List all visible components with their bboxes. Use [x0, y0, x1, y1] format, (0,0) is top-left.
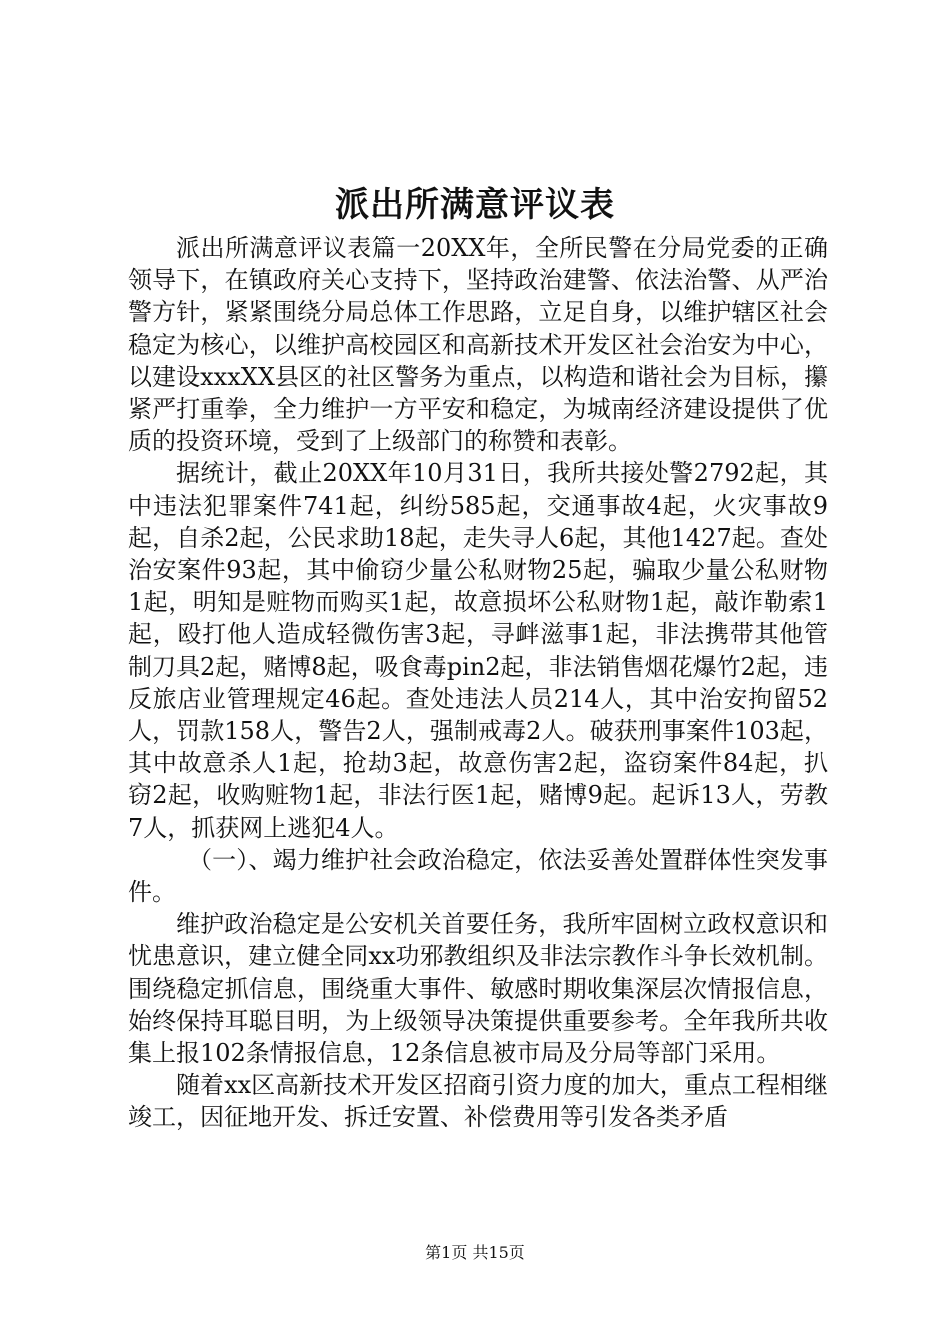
document-title: 派出所满意评议表 — [335, 185, 615, 225]
paragraph-intro: 派出所满意评议表篇一20XX年，全所民警在分局党委的正确领导下，在镇政府关心支持下，坚持政治建警、依法治警、从严治警方针，紧紧围绕分局总体工作思路，立足自身，以维护辖区社会稳定为核心，以维护高校园区和高新技术开发区社会治安为中心，以建设xxxXX县区的社区警务为重点，以构造和谐社会为目标，攥紧严打重拳，全力维护一方平安和稳定，为城南经济建设提供了优质的投资环境，受到了上级部门的称赞和表彰。 — [128, 234, 828, 456]
section-heading: （一）、竭力维护社会政治稳定，依法妥善处置群体性突发事件。 — [128, 845, 828, 907]
page-footer: 第1页 共15页 — [425, 1243, 525, 1262]
paragraph-development-zone: 随着xx区高新技术开发区招商引资力度的加大，重点工程相继竣工，因征地开发、拆迁安置、补偿费用等引发各类矛盾 — [128, 1071, 828, 1132]
document-body — [128, 232, 828, 1134]
paragraph-statistics: 据统计，截止20XX年10月31日，我所共接处警2792起，其中违法犯罪案件741起，纠纷585起，交通事故4起，火灾事故9起，自杀2起，公民求助18起，走失寻人6起，其他1427起。查处治安案件93起，其中偷窃少量公私财物25起，骗取少量公私财物1起，明知是赃物而购买1起，故意损坏公私财物1起，敲诈勒索1起，殴打他人造成轻微伤害3起，寻衅滋事1起，非法携带其他管制刀具2起，赌博8起，吸食毒pin2起，非法销售烟花爆竹2起，违反旅店业管理规定46起。查处违法人员214人，其中治安拘留52人，罚款158人，警告2人，强制戒毒2人。破获刑事案件103起，其中故意杀人1起，抢劫3起，故意伤害2起，盗窃案件84起，扒窃2起，收购赃物1起，非法行医1起，赌博9起。起诉13人，劳教7人，抓获网上逃犯4人。 — [128, 459, 828, 842]
paragraph-political-stability: 维护政治稳定是公安机关首要任务，我所牢固树立政权意识和忧患意识，建立健全同xx功邪教组织及非法宗教作斗争长效机制。围绕稳定抓信息，围绕重大事件、敏感时期收集深层次情报信息，始终保持耳聪目明，为上级领导决策提供重要参考。全年我所共收集上报102条情报信息，12条信息被市局及分局等部门采用。 — [128, 910, 828, 1068]
